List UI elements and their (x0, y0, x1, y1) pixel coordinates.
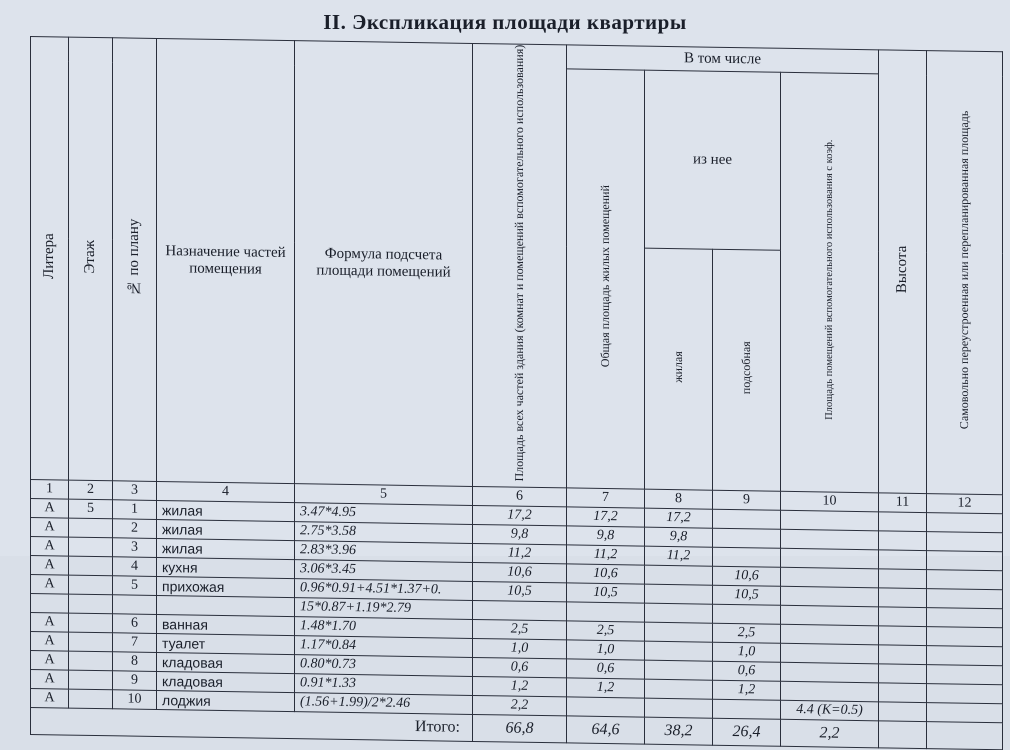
cell-height (879, 626, 927, 646)
cell-coef-area (781, 529, 879, 550)
cell-formula: 0.80*0.73 (295, 654, 473, 676)
cell-formula: 0.91*1.33 (295, 673, 473, 695)
cell-total-area: 1,2 (473, 676, 567, 696)
cell-living-area (645, 698, 713, 718)
cell-aux-area: 1,0 (713, 642, 781, 662)
cell-living-area (645, 679, 713, 699)
cell-total-area: 0,6 (473, 657, 567, 677)
cell-plan-number: 2 (113, 519, 157, 539)
cell-litera: А (31, 669, 69, 689)
cell-plan-number: 7 (113, 633, 157, 653)
cell-living-area (645, 565, 713, 585)
cell-general-area: 9,8 (567, 526, 645, 546)
cell-litera: А (31, 650, 69, 670)
cell-living-area: 17,2 (645, 508, 713, 528)
cell-plan-number: 3 (113, 538, 157, 558)
header-purpose: Назначение частей помещения (157, 38, 295, 483)
cell-formula: 1.17*0.84 (295, 635, 473, 657)
header-total-area: Площадь всех частей здания (комнат и помещений вспомогательного использования) (473, 43, 567, 487)
cell-floor (69, 575, 113, 595)
cell-coef-area (781, 605, 879, 626)
cell-aux-area (713, 509, 781, 529)
cell-reconstructed (927, 702, 1003, 722)
cell-floor (69, 594, 113, 614)
cell-height (879, 550, 927, 570)
cell-plan-number: 1 (113, 500, 157, 520)
cell-aux-area: 10,5 (713, 585, 781, 605)
header-in-that-number: В том числе (567, 45, 879, 74)
cell-reconstructed (927, 664, 1003, 684)
totals-label: Итого: (31, 707, 473, 741)
header-general-area: Общая площадь жилых помещений (567, 69, 645, 489)
cell-coef-area (781, 681, 879, 702)
cell-living-area: 9,8 (645, 527, 713, 547)
cell-aux-area (713, 547, 781, 567)
cell-litera: А (31, 517, 69, 537)
cell-litera: А (31, 688, 69, 708)
cell-reconstructed (927, 607, 1003, 627)
table-body (31, 498, 1003, 722)
cell-formula: 3.47*4.95 (295, 502, 473, 524)
cell-height (879, 664, 927, 684)
cell-floor (69, 537, 113, 557)
cell-purpose: туалет (157, 633, 295, 654)
cell-formula: 0.96*0.91+4.51*1.37+0. (295, 578, 473, 600)
cell-floor (69, 651, 113, 671)
cell-coef-area (781, 548, 879, 569)
cell-aux-area: 1,2 (713, 680, 781, 700)
cell-general-area: 2,5 (567, 621, 645, 641)
header-auxiliary: подсобная (713, 249, 781, 491)
cell-living-area: 11,2 (645, 546, 713, 566)
cell-purpose: кладовая (157, 671, 295, 692)
cell-litera: А (31, 612, 69, 632)
cell-total-area: 10,6 (473, 562, 567, 582)
cell-living-area (645, 622, 713, 642)
cell-aux-area (713, 528, 781, 548)
cell-height (879, 702, 927, 722)
cell-purpose: жилая (157, 519, 295, 540)
cell-plan-number (113, 595, 157, 615)
cell-total-area: 17,2 (473, 505, 567, 525)
cell-aux-area (713, 699, 781, 719)
cell-litera: А (31, 555, 69, 575)
cell-total-area: 2,5 (473, 619, 567, 639)
cell-coef-area (781, 624, 879, 645)
cell-purpose: кладовая (157, 652, 295, 673)
cell-litera: А (31, 536, 69, 556)
header-plan-number: № по плану (113, 38, 157, 481)
cell-total-area: 1,0 (473, 638, 567, 658)
totals-coef-area: 2,2 (781, 719, 879, 748)
cell-general-area (567, 602, 645, 622)
cell-general-area: 11,2 (567, 545, 645, 565)
cell-purpose (157, 595, 295, 616)
document-title: II. Экспликация площади квартиры (323, 10, 687, 34)
totals-total-area: 66,8 (473, 714, 567, 742)
cell-general-area: 10,6 (567, 564, 645, 584)
cell-height (879, 645, 927, 665)
cell-coef-area (781, 567, 879, 588)
cell-plan-number: 10 (113, 690, 157, 710)
cell-litera: А (31, 574, 69, 594)
cell-floor: 5 (69, 499, 113, 519)
cell-coef-area (781, 510, 879, 531)
header-formula: Формула подсчета площади помещений (295, 41, 473, 487)
cell-general-area: 1,0 (567, 640, 645, 660)
cell-floor (69, 670, 113, 690)
cell-reconstructed (927, 531, 1003, 551)
cell-purpose: лоджия (157, 690, 295, 711)
cell-reconstructed (927, 512, 1003, 532)
cell-height (879, 569, 927, 589)
totals-aux-area: 26,4 (713, 718, 781, 746)
cell-general-area: 17,2 (567, 507, 645, 527)
cell-height (879, 607, 927, 627)
cell-floor (69, 689, 113, 709)
cell-living-area (645, 584, 713, 604)
cell-purpose: жилая (157, 500, 295, 521)
cell-plan-number: 6 (113, 614, 157, 634)
cell-formula: 2.83*3.96 (295, 540, 473, 562)
cell-purpose: кухня (157, 557, 295, 578)
cell-aux-area: 0,6 (713, 661, 781, 681)
cell-reconstructed (927, 645, 1003, 665)
header-height: Высота (879, 50, 927, 493)
cell-total-area: 10,5 (473, 581, 567, 601)
cell-coef-area (781, 662, 879, 683)
cell-aux-area (713, 604, 781, 624)
cell-formula: (1.56+1.99)/2*2.46 (295, 692, 473, 714)
cell-total-area (473, 600, 567, 620)
cell-general-area: 0,6 (567, 659, 645, 679)
cell-reconstructed (927, 626, 1003, 646)
cell-reconstructed (927, 588, 1003, 608)
cell-height (879, 683, 927, 703)
cell-reconstructed (927, 569, 1003, 589)
cell-purpose: прихожая (157, 576, 295, 597)
cell-floor (69, 518, 113, 538)
cell-living-area (645, 603, 713, 623)
cell-total-area: 2,2 (473, 695, 567, 715)
cell-floor (69, 613, 113, 633)
cell-formula: 15*0.87+1.19*2.79 (295, 597, 473, 619)
cell-general-area: 10,5 (567, 583, 645, 603)
cell-reconstructed (927, 550, 1003, 570)
cell-litera: А (31, 631, 69, 651)
cell-litera: А (31, 498, 69, 518)
cell-floor (69, 556, 113, 576)
explication-table (30, 36, 1003, 750)
cell-purpose: ванная (157, 614, 295, 635)
cell-coef-area (781, 643, 879, 664)
totals-general-area: 64,6 (567, 716, 645, 744)
cell-general-area (567, 697, 645, 717)
cell-height (879, 588, 927, 608)
cell-purpose: жилая (157, 538, 295, 559)
cell-floor (69, 632, 113, 652)
header-litera: Литера (31, 37, 69, 480)
cell-height (879, 531, 927, 551)
cell-coef-area (781, 586, 879, 607)
cell-litera (31, 593, 69, 613)
header-reconstructed: Самовольно переустроенная или перепланированная площадь (927, 51, 1003, 495)
header-living: жилая (645, 248, 713, 490)
header-of-which: из нее (645, 70, 781, 250)
totals-living-area: 38,2 (645, 717, 713, 745)
cell-plan-number: 8 (113, 652, 157, 672)
cell-reconstructed (927, 683, 1003, 703)
header-aux-coef: Площадь помещений вспомогательного использования с коэф. (781, 72, 879, 492)
cell-plan-number: 9 (113, 671, 157, 691)
cell-formula: 2.75*3.58 (295, 521, 473, 543)
cell-height (879, 512, 927, 532)
column-numbers-row: 1 2 3 4 5 6 7 8 9 10 11 12 (31, 479, 1003, 513)
cell-formula: 1.48*1.70 (295, 616, 473, 638)
cell-coef-area: 4.4 (К=0.5) (781, 700, 879, 721)
cell-aux-area: 2,5 (713, 623, 781, 643)
cell-plan-number: 5 (113, 576, 157, 596)
cell-general-area: 1,2 (567, 678, 645, 698)
cell-total-area: 11,2 (473, 543, 567, 563)
cell-aux-area: 10,6 (713, 566, 781, 586)
cell-formula: 3.06*3.45 (295, 559, 473, 581)
cell-total-area: 9,8 (473, 524, 567, 544)
cell-living-area (645, 641, 713, 661)
cell-plan-number: 4 (113, 557, 157, 577)
header-floor: Этаж (69, 37, 113, 480)
cell-living-area (645, 660, 713, 680)
